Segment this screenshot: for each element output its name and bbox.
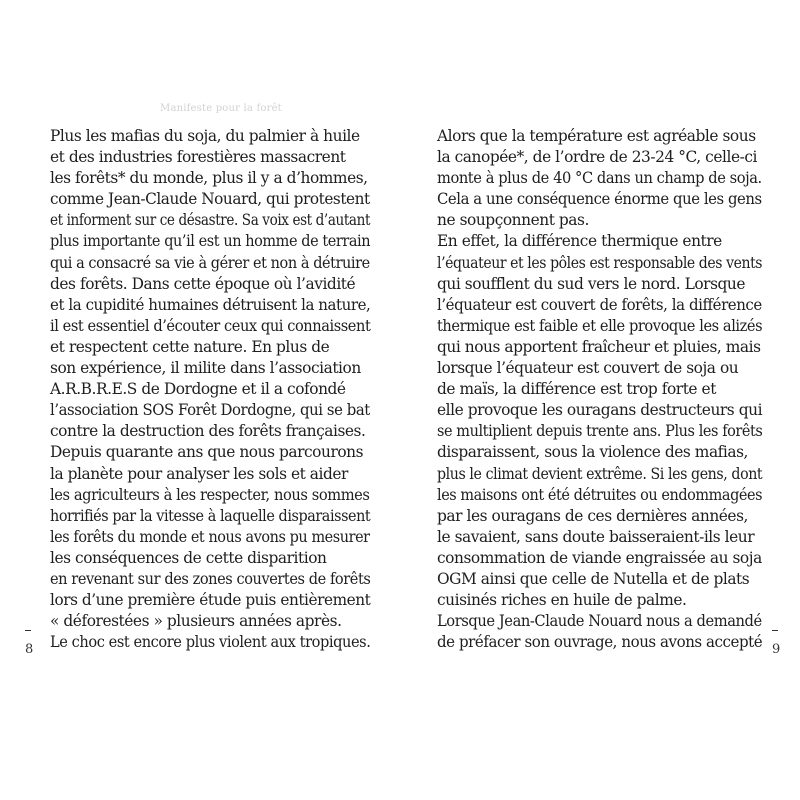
text-line: la planète pour analyser les sols et aider xyxy=(50,464,348,483)
text-line: et respectent cette nature. En plus de xyxy=(50,337,330,356)
text-line: le savaient, sans doute baisseraient-ils leur xyxy=(437,527,755,546)
text-line: les forêts du monde et nous avons pu mesurer xyxy=(50,527,370,546)
text-line: Lorsque Jean-Claude Nouard nous a demandé xyxy=(437,612,762,631)
text-line: la canopée*, de l’ordre de 23-24 °C, celle-ci xyxy=(437,148,758,167)
right-page-number-rule xyxy=(772,630,778,631)
text-line: lorsque l’équateur est couvert de soja ou xyxy=(437,359,739,378)
text-line: les agriculteurs à les respecter, nous sommes xyxy=(50,485,370,504)
text-line: disparaissent, sous la violence des mafias, xyxy=(437,443,749,462)
text-line: qui soufflent du sud vers le nord. Lorsque xyxy=(437,274,746,293)
text-line: de préfacer son ouvrage, nous avons accepté xyxy=(437,633,763,652)
text-line: et informent sur ce désastre. Sa voix est d’autant xyxy=(50,211,371,230)
text-line: plus importante qu’il est un homme de terrain xyxy=(50,232,371,251)
text-line: cuisinés riches en huile de palme. xyxy=(437,591,687,610)
text-line: qui nous apportent fraîcheur et pluies, mais xyxy=(437,337,761,356)
text-line: de maïs, la différence est trop forte et xyxy=(437,380,716,399)
left-page-text xyxy=(50,126,370,653)
text-line: A.R.B.R.E.S de Dordogne et il a cofondé xyxy=(50,380,346,399)
text-line: l’équateur et les pôles est responsable des vents xyxy=(437,253,763,272)
text-line: l’association SOS Forêt Dordogne, qui se bat xyxy=(50,401,370,420)
text-line: Cela a une conséquence énorme que les gens xyxy=(437,190,762,209)
left-page-number: 8 xyxy=(25,642,34,657)
text-line: les forêts* du monde, plus il y a d’hommes, xyxy=(50,169,368,188)
text-line: lors d’une première étude puis entièrement xyxy=(50,591,371,610)
text-line: par les ouragans de ces dernières années, xyxy=(437,506,748,525)
text-line: l’équateur est couvert de forêts, la différence xyxy=(437,295,762,314)
text-line: et la cupidité humaines détruisent la nature, xyxy=(50,295,371,314)
text-line: en revenant sur des zones couvertes de forêts xyxy=(50,569,371,588)
text-line: Plus les mafias du soja, du palmier à huile xyxy=(50,127,360,145)
text-line: les maisons ont été détruites ou endommagées xyxy=(437,485,763,504)
text-line: Alors que la température est agréable sous xyxy=(437,127,756,145)
text-line: qui a consacré sa vie à gérer et non à détruire xyxy=(50,253,370,272)
text-line: et des industries forestières massacrent xyxy=(50,148,346,167)
right-page-number: 9 xyxy=(772,642,781,657)
text-line: OGM ainsi que celle de Nutella et de plats xyxy=(437,569,750,588)
text-line: des forêts. Dans cette époque où l’avidité xyxy=(50,274,356,293)
text-line: « déforestées » plusieurs années après. xyxy=(50,612,342,631)
text-line: se multiplient depuis trente ans. Plus les forêts xyxy=(437,422,763,441)
text-line: il est essentiel d’écouter ceux qui connaissent xyxy=(50,316,371,335)
text-line: comme Jean-Claude Nouard, qui protestent xyxy=(50,190,370,209)
text-line: contre la destruction des forêts françaises. xyxy=(50,422,366,441)
text-line: Depuis quarante ans que nous parcourons xyxy=(50,443,364,462)
text-line: thermique est faible et elle provoque les alizés xyxy=(437,316,763,335)
text-line: plus le climat devient extrême. Si les gens, dont xyxy=(437,464,763,483)
text-line: son expérience, il milite dans l’association xyxy=(50,359,361,378)
right-page-text xyxy=(437,126,762,653)
text-line: ne soupçonnent pas. xyxy=(437,211,589,230)
left-page-number-rule xyxy=(25,630,31,631)
text-line: elle provoque les ouragans destructeurs qui xyxy=(437,401,763,420)
text-line: En effet, la différence thermique entre xyxy=(437,232,722,251)
text-line: les conséquences de cette disparition xyxy=(50,548,327,567)
text-line: consommation de viande engraissée au soja xyxy=(437,548,762,567)
text-line: horrifiés par la vitesse à laquelle disparaissent xyxy=(50,506,371,525)
running-head: Manifeste pour la forêt xyxy=(160,103,282,114)
text-line: Le choc est encore plus violent aux tropiques. xyxy=(50,633,371,652)
text-line: monte à plus de 40 °C dans un champ de soja. xyxy=(437,169,762,188)
